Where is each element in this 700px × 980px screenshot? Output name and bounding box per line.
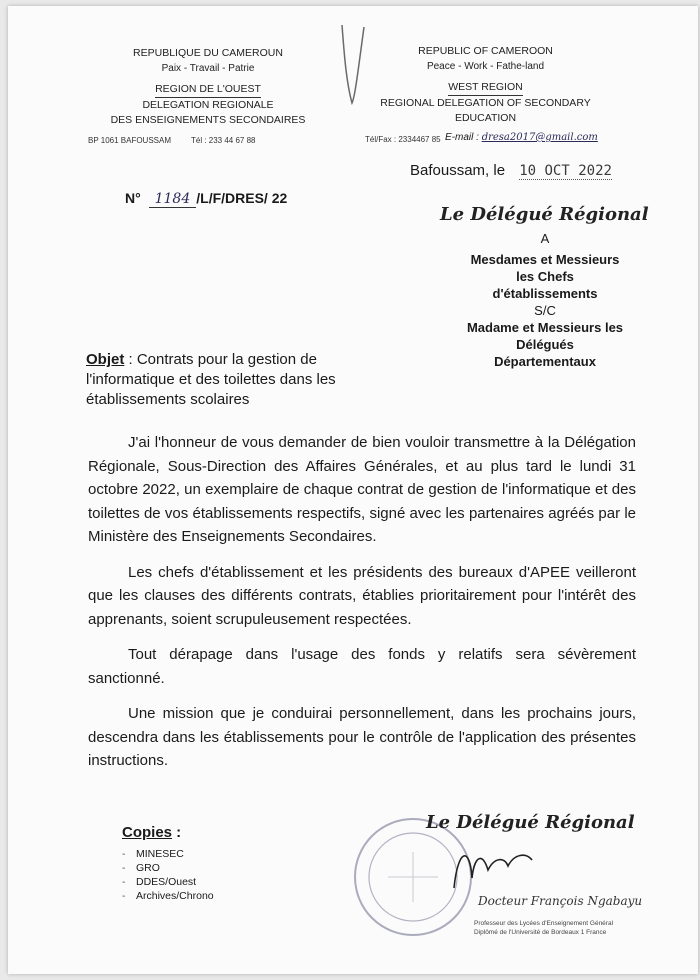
header-en-motto: Peace - Work - Fathe-land: [426, 61, 545, 72]
date-stamp: 10 OCT 2022: [519, 163, 612, 179]
date-line: [410, 162, 612, 180]
subject-line-1: : Contrats pour la gestion de: [124, 351, 317, 368]
header-en-email: dresa2017@gmail.com: [481, 132, 598, 143]
copies-label: Copies: [122, 824, 173, 841]
copies-item: - DDES/Ouest: [122, 875, 214, 889]
header-en: [368, 44, 603, 126]
date-place: Bafoussam, le: [410, 162, 506, 179]
signature-scribble-icon: [448, 838, 538, 898]
copies-suffix: :: [172, 824, 182, 841]
body-paragraph-1: J'ai l'honneur de vous demander de bien vouloir transmettre à la Délégation Régionale, Sous-Direction des Affaires Générales, et au plus tard le lundi 31 octobre 2022, un exemplaire de chaque contrat de gestion de l'informatique et des toilettes de vos établissements respectifs, signé avec les partenaires agréés par le Ministère des Enseignements Secondaires.: [88, 434, 636, 545]
header-en-email-label: E-mail :: [445, 132, 479, 143]
header-en-delegation-1: REGIONAL DELEGATION OF SECONDARY: [380, 97, 591, 109]
header-fr-republic: REPUBLIQUE DU CAMEROUN: [133, 47, 283, 59]
header-fr: [98, 46, 318, 128]
header-fr-delegation-1: DELEGATION REGIONALE: [142, 99, 274, 111]
copies-list: [122, 847, 214, 903]
header-en-republic: REPUBLIC OF CAMEROON: [418, 45, 553, 57]
reference-prefix: N°: [125, 190, 141, 206]
signature-name: Docteur François Ngabayu: [478, 894, 643, 908]
header-fr-tel: Tél : 233 44 67 88: [191, 136, 256, 145]
subject-line-2: l'informatique et des toilettes dans les: [86, 371, 336, 388]
recipients-line-6: Départementaux: [494, 354, 596, 369]
copies-item: - MINESEC: [122, 847, 214, 861]
subject-line-3: établissements scolaires: [86, 391, 250, 408]
body-paragraph-3: Tout dérapage dans l'usage des fonds y relatifs sera sévèrement sanctionné.: [88, 646, 636, 687]
header-en-delegation-2: EDUCATION: [454, 112, 517, 124]
header-en-region: WEST REGION: [448, 80, 522, 96]
header-en-email-row: [445, 132, 598, 143]
reference-number: [125, 190, 287, 208]
recipients-line-4: Madame et Messieurs les: [466, 320, 624, 335]
recipients-block: [440, 230, 650, 370]
reference-handwritten: 1184: [149, 191, 197, 208]
recipients-to: A: [540, 231, 550, 246]
letter-page: [8, 6, 698, 974]
copies-item: - GRO: [122, 861, 214, 875]
letter-body: [88, 431, 636, 785]
subject-block: [86, 350, 416, 410]
body-paragraph-4: Une mission que je conduirai personnellement, dans les prochains jours, descendra dans les établissements pour le contrôle de l'application des présentes instructions.: [88, 705, 636, 769]
recipients-via: S/C: [534, 303, 556, 318]
copies-heading: [122, 824, 214, 841]
copies-block: [122, 824, 214, 903]
signature-line-2: Diplômé de l'Université de Bordeaux 1 France: [474, 929, 607, 936]
header-fr-region: REGION DE L'OUEST: [155, 82, 261, 98]
body-paragraph-2: Les chefs d'établissement et les présidents des bureaux d'APEE veilleront que les clauses des différents contrats, établies prioritairement pour l'intérêt des apprenants, soient scrupuleusement respectées.: [88, 563, 636, 628]
header-fr-motto: Paix - Travail - Patrie: [161, 63, 255, 74]
header-en-telfax: Tél/Fax : 2334467 85: [365, 135, 441, 144]
recipients-line-2: les Chefs: [516, 269, 574, 284]
recipients-line-1: Mesdames et Messieurs: [470, 252, 620, 267]
reference-suffix: /L/F/DRES/ 22: [196, 190, 288, 206]
copies-item: - Archives/Chrono: [122, 889, 214, 903]
header-fr-delegation-2: DES ENSEIGNEMENTS SECONDAIRES: [110, 114, 306, 126]
sender-title: Le Délégué Régional: [440, 204, 649, 225]
signature-title: Le Délégué Régional: [426, 812, 635, 833]
recipients-line-3: d'établissements: [492, 286, 598, 301]
signature-line-1: Professeur des Lycées d'Enseignement Général: [474, 920, 614, 927]
subject-label: Objet: [86, 351, 125, 368]
signature-credentials: [474, 919, 674, 937]
header-fr-bp: BP 1061 BAFOUSSAM: [88, 136, 171, 145]
recipients-line-5: Délégués: [516, 337, 574, 352]
